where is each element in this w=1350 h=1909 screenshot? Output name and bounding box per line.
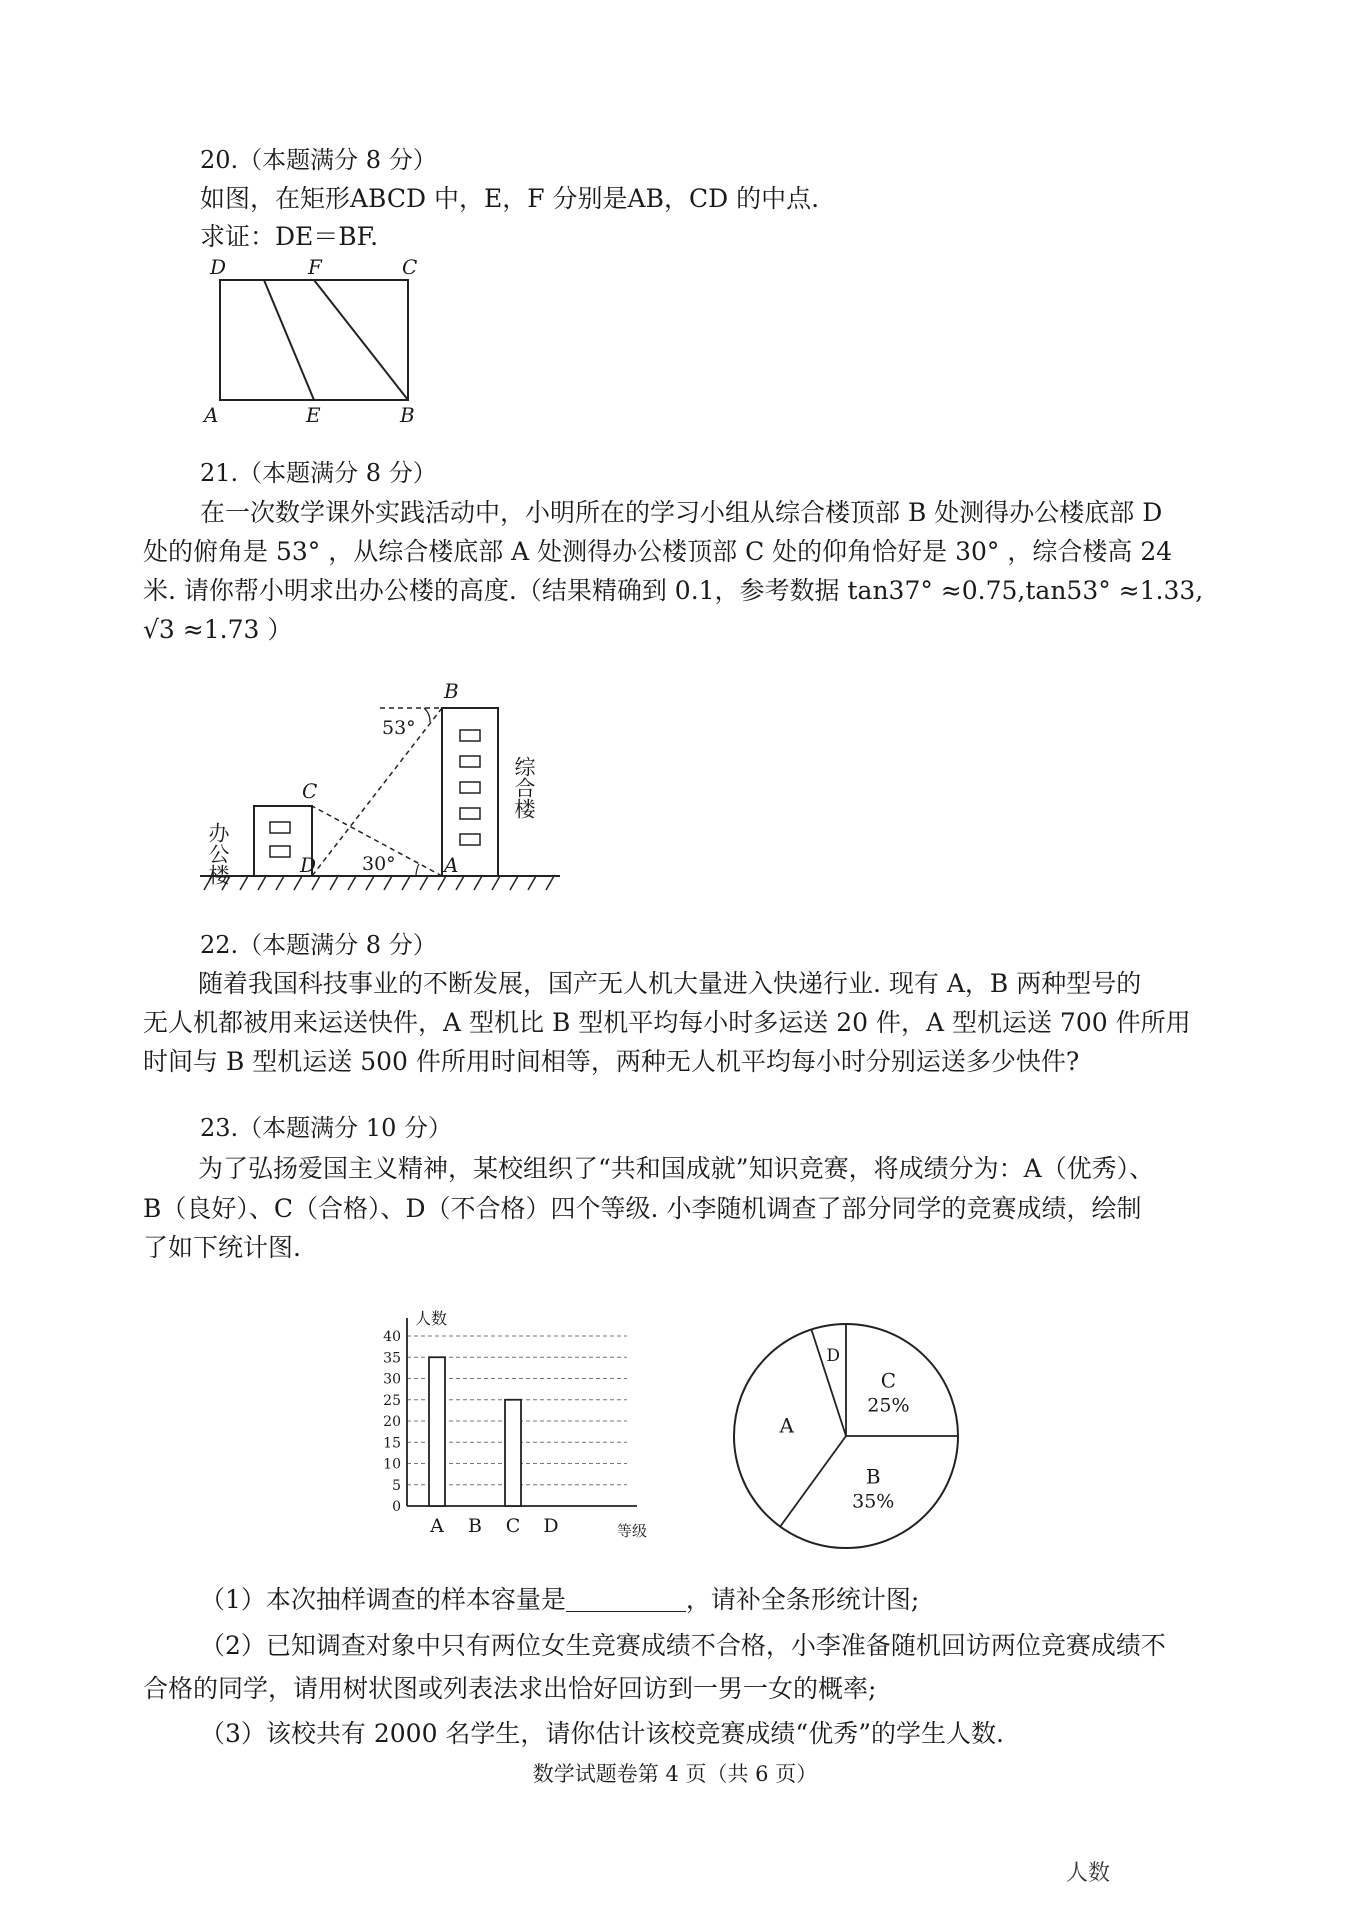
segment-fe [264,280,314,400]
pie-label-B: B [865,1464,881,1489]
pie-label-D: D [826,1346,840,1367]
q22-line1: 随着我国科技事业的不断发展，国产无人机大量进入快递行业. 现有 A，B 两种型号的 [198,969,1142,998]
label-A: A [204,403,219,427]
q21-line1: 在一次数学课外实践活动中，小明所在的学习小组从综合楼顶部 B 处测得办公楼底部 D [200,498,1163,527]
q23-sub3: （3）该校共有 2000 名学生，请你估计该校竞赛成绩“优秀”的学生人数. [200,1719,1004,1748]
label-D: D [300,853,317,877]
q20-line1: 如图，在矩形ABCD 中，E，F 分别是AB，CD 的中点. [200,184,820,213]
q20-line2: 求证：DE＝BF. [200,222,379,251]
x-tick-label: B [468,1515,482,1537]
x-tick-label: A [430,1515,444,1537]
q22-title: 22.（本题满分 8 分） [200,931,437,959]
y-axis-label: 人数 [415,1309,448,1328]
label-C: C [402,255,418,279]
bar-C [505,1400,521,1506]
line-BD [312,708,442,876]
y-tick-label: 0 [392,1499,401,1515]
label-C: C [302,779,318,803]
pie-label-A: A [779,1413,794,1438]
ground-hatch [204,876,554,890]
label-A: A [444,853,459,877]
y-tick-label: 10 [383,1456,401,1473]
q23-sub1-text-b: ，请补全条形统计图; [685,1585,920,1614]
x-axis-label: 等级 [617,1522,648,1540]
q21-line2: 处的俯角是 53° ，从综合楼底部 A 处测得办公楼顶部 C 处的仰角恰好是 30° ，综合楼高 24 [143,537,1173,566]
q21-line4: √3 ≈1.73 ） [143,615,293,644]
segment-bf-line [314,280,408,400]
y-tick-label: 20 [383,1414,401,1430]
bar-chart [365,1306,665,1546]
q20-title: 20.（本题满分 8 分） [200,146,437,174]
bar-A [429,1357,445,1506]
page-footer: 数学试题卷第 4 页（共 6 页） [532,1762,818,1786]
rectangle-figure [190,250,450,430]
label-E: E [306,403,321,427]
angle-30: 30° [362,853,396,875]
pie-percent-B: 35% [852,1490,895,1513]
label-B: B [444,679,459,703]
pie-chart [720,1306,1000,1566]
label-D: D [210,255,227,279]
q22-line3: 时间与 B 型机运送 500 件所用时间相等，两种无人机平均每小时分别运送多少快件? [143,1047,1080,1076]
y-tick-label: 25 [383,1392,401,1409]
q23-sub1 [200,1584,919,1616]
q23-sub2b: 合格的同学，请用树状图或列表法求出恰好回访到一男一女的概率; [143,1674,877,1703]
y-tick-label: 15 [383,1435,401,1452]
office-label: 办公楼 [206,822,230,885]
pie-label-C: C [880,1368,897,1393]
complex-building [442,708,498,876]
building-figure [190,676,570,896]
pie-percent-C: 25% [867,1394,910,1417]
x-tick-label: D [543,1515,559,1537]
y-tick-label: 40 [383,1329,401,1345]
rect-abcd [220,280,408,400]
label-F: F [308,255,322,279]
answer-blank[interactable] [566,1587,686,1612]
corner-mark: 人数 [1066,1861,1111,1886]
q23-sub1-text-a: （1）本次抽样调查的样本容量是 [200,1585,566,1614]
q21-title: 21.（本题满分 8 分） [200,459,437,487]
angle-53: 53° [382,717,416,739]
label-B: B [400,403,415,427]
y-tick-label: 35 [383,1350,401,1367]
y-tick-label: 30 [383,1371,401,1388]
q23-title: 23.（本题满分 10 分） [200,1114,452,1142]
q23-sub2a: （2）已知调查对象中只有两位女生竞赛成绩不合格，小李准备随机回访两位竞赛成绩不 [200,1631,1166,1660]
q23-line2: B（良好）、C（合格）、D（不合格）四个等级. 小李随机调查了部分同学的竞赛成绩，绘制 [143,1194,1142,1223]
x-tick-label: C [505,1515,521,1537]
q23-line1: 为了弘扬爱国主义精神，某校组织了“共和国成就”知识竞赛，将成绩分为：A（优秀）、 [198,1154,1155,1183]
q21-line3: 米. 请你帮小明求出办公楼的高度.（结果精确到 0.1，参考数据 tan37° ≈0.75,tan53° ≈1.33, [143,576,1204,605]
q22-line2: 无人机都被用来运送快件，A 型机比 B 型机平均每小时多运送 20 件，A 型机运送 700 件所用 [143,1008,1191,1037]
q23-line3: 了如下统计图. [143,1233,301,1262]
complex-label: 综合楼 [512,756,536,819]
y-tick-label: 5 [392,1477,401,1494]
